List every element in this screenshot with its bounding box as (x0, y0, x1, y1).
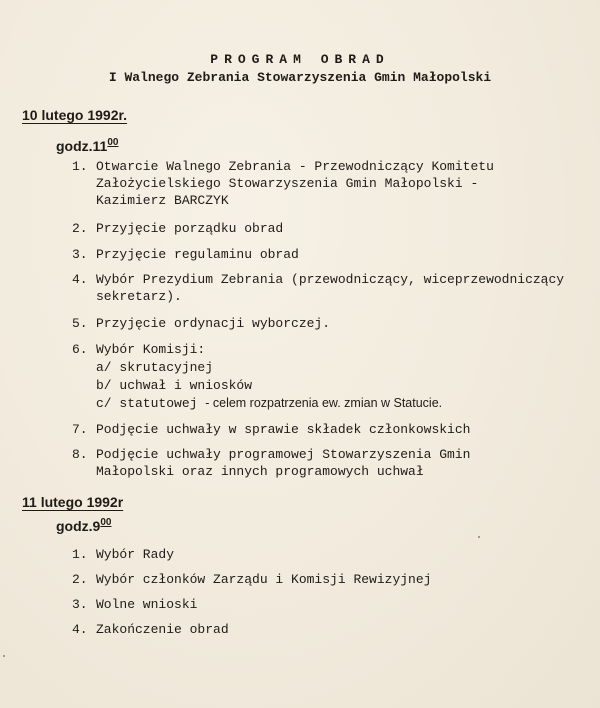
commission-b: b/ uchwał i wniosków (96, 378, 253, 393)
day1-time-hour: 11 (92, 138, 108, 154)
item-line: Przyjęcie ordynacji wyborczej. (96, 316, 331, 331)
item-number: 1. (72, 547, 88, 562)
day2-time-hour: 9 (92, 518, 101, 534)
day2-item-2 (72, 571, 600, 588)
item-line: Wybór Prezydium Zebrania (przewodniczący, wiceprzewodniczący (96, 272, 565, 287)
item-line: Podjęcie uchwały w sprawie składek członkowskich (96, 422, 471, 437)
item-number: 7. (72, 422, 88, 437)
day2-time-minutes: 00 (100, 517, 112, 528)
document-title: PROGRAM OBRAD (210, 52, 390, 67)
commission-a: a/ skrutacyjnej (96, 360, 214, 375)
day2-item-4 (72, 621, 600, 638)
item-line: Wybór Komisji: (96, 342, 206, 357)
paper-speck (3, 655, 5, 657)
day2-date: 11 lutego 1992r (22, 494, 124, 510)
item-number: 4. (72, 272, 88, 287)
day2-item-3 (72, 596, 600, 613)
commission-c-label: c/ statutowej (96, 396, 198, 411)
day2-time (56, 518, 111, 534)
item-number: 6. (72, 342, 88, 357)
item-line: Przyjęcie porządku obrad (96, 221, 284, 236)
item-number: 2. (72, 572, 88, 587)
item-number: 3. (72, 597, 88, 612)
item-line: Wolne wnioski (96, 597, 198, 612)
paper-speck (478, 536, 480, 538)
day1-date: 10 lutego 1992r. (22, 107, 128, 123)
day1-item-5 (72, 315, 600, 332)
day1-time-minutes: 00 (107, 137, 119, 148)
item-line: Otwarcie Walnego Zebrania - Przewodniczący Komitetu (96, 159, 494, 174)
item-line: Małopolski oraz innych programowych uchwał (96, 464, 424, 479)
item-line: Wybór Rady (96, 547, 175, 562)
day2-item-1 (72, 546, 600, 563)
item-number: 8. (72, 447, 88, 462)
day1-item-1 (72, 158, 600, 209)
item-line: Zakończenie obrad (96, 622, 229, 637)
item-line: Wybór członków Zarządu i Komisji Rewizyjnej (96, 572, 432, 587)
item-line: Przyjęcie regulaminu obrad (96, 247, 299, 262)
day1-item-4 (72, 271, 600, 305)
item-number: 5. (72, 316, 88, 331)
item-number: 2. (72, 221, 88, 236)
item-line: Założycielskiego Stowarzyszenia Gmin Małopolski - (96, 176, 479, 191)
item-number: 1. (72, 159, 88, 174)
day1-time-prefix: godz. (56, 138, 93, 154)
day1-item-7 (72, 421, 600, 438)
item-number: 3. (72, 247, 88, 262)
commission-c (96, 395, 442, 412)
day1-item-6 (72, 341, 600, 358)
day1-item-8 (72, 446, 600, 480)
day1-item-2 (72, 220, 600, 237)
item-line: sekretarz). (96, 289, 182, 304)
commission-c-tail: - celem rozpatrzenia ew. zmian w Statucie. (205, 396, 443, 410)
day1-item-3 (72, 246, 600, 263)
day2-time-prefix: godz. (56, 518, 93, 534)
item-line: Kazimierz BARCZYK (96, 193, 229, 208)
day1-time (56, 138, 118, 154)
item-number: 4. (72, 622, 88, 637)
item-line: Podjęcie uchwały programowej Stowarzyszenia Gmin (96, 447, 471, 462)
document-subtitle: I Walnego Zebrania Stowarzyszenia Gmin Małopolski (108, 70, 492, 85)
